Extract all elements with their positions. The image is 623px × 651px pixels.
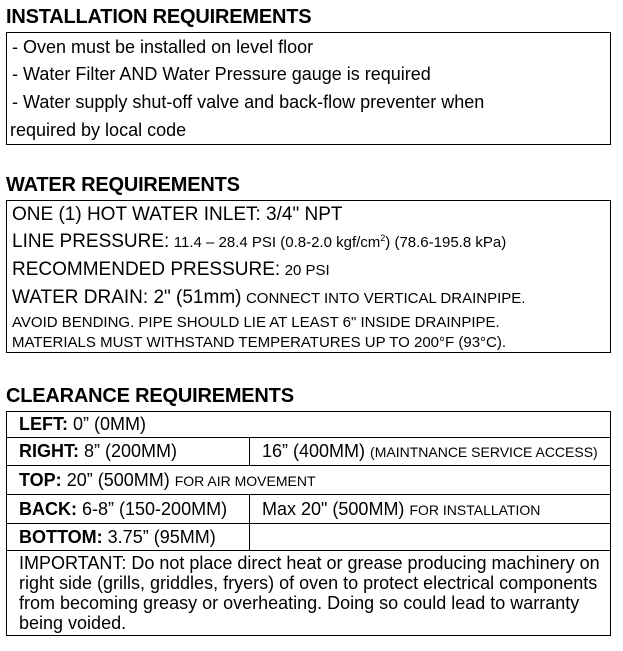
left-cell: LEFT: 0” (0MM) — [7, 412, 611, 438]
clearance-table — [6, 411, 611, 636]
top-cell: TOP: 20” (500MM) FOR AIR MOVEMENT — [7, 466, 611, 495]
bottom-extra-cell — [250, 524, 611, 551]
installation-line-1: - Oven must be installed on level floor — [12, 37, 314, 57]
right-cell: RIGHT: 8” (200MM) — [7, 438, 250, 466]
drain-label: WATER DRAIN: 2" (51mm) — [12, 287, 242, 308]
clearance-row-back — [7, 495, 611, 524]
installation-title: INSTALLATION REQUIREMENTS — [6, 6, 312, 28]
clearance-title: CLEARANCE REQUIREMENTS — [6, 385, 294, 407]
water-drain-line-3: MATERIALS MUST WITHSTAND TEMPERATURES UP TO 200°F (93°C). — [12, 334, 507, 351]
clearance-row-left — [7, 412, 611, 438]
installation-line-2: - Water Filter AND Water Pressure gauge is required — [12, 64, 431, 84]
right-extra-cell: 16” (400MM) (MAINTNANCE SERVICE ACCESS) — [250, 438, 611, 466]
water-inlet: ONE (1) HOT WATER INLET: 3/4" NPT — [12, 204, 343, 225]
line-pressure-label: LINE PRESSURE: — [12, 231, 170, 252]
back-cell: BACK: 6-8” (150-200MM) — [7, 495, 250, 524]
drain-value: CONNECT INTO VERTICAL DRAINPIPE. — [245, 290, 526, 307]
water-recommended — [12, 259, 330, 281]
recommended-value: 20 PSI — [284, 262, 330, 279]
clearance-row-top — [7, 466, 611, 495]
water-drain — [12, 287, 525, 309]
important-note: IMPORTANT: Do not place direct heat or grease producing machinery on right side (grills, griddles, fryers) of oven to protect electrical components from becoming greasy or overheating. Doing so could lead to warranty being voided. — [7, 551, 611, 636]
clearance-row-bottom — [7, 524, 611, 551]
water-line-pressure — [12, 231, 506, 253]
water-title: WATER REQUIREMENTS — [6, 174, 240, 196]
back-extra-cell: Max 20" (500MM) FOR INSTALLATION — [250, 495, 611, 524]
line-pressure-value: 11.4 – 28.4 PSI (0.8-2.0 kgf/$cm^2$) (78.6-195.8 kPa) — [173, 233, 507, 251]
clearance-row-right — [7, 438, 611, 466]
bottom-cell: BOTTOM: 3.75” (95MM) — [7, 524, 250, 551]
water-drain-line-2: AVOID BENDING. PIPE SHOULD LIE AT LEAST 6" INSIDE DRAINPIPE. — [12, 314, 500, 331]
installation-line-3: - Water supply shut-off valve and back-flow preventer when — [12, 92, 485, 112]
clearance-row-important — [7, 551, 611, 636]
installation-line-4: required by local code — [10, 120, 187, 140]
recommended-label: RECOMMENDED PRESSURE: — [12, 259, 281, 280]
